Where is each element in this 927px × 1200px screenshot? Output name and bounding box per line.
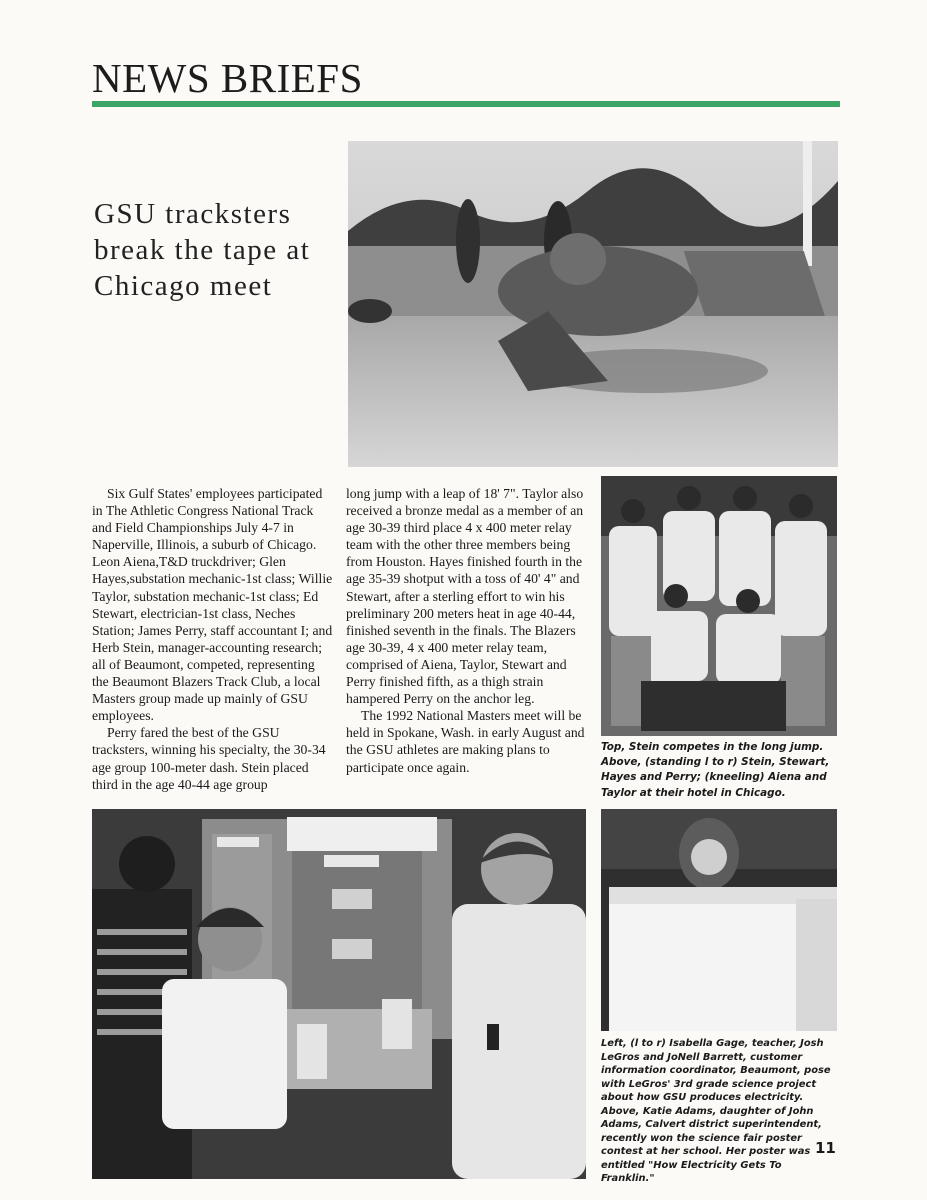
- article-column-2: [346, 485, 586, 776]
- article-paragraph: Six Gulf States' employees participated in The Athletic Congress National Track and Field Championships July 4-7 in Naperville, Illinois, a suburb of Chicago. Leon Aiena,T&D truckdriver; Glen Hayes,substation mechanic-1st class; Willie Taylor, substation mechanic-1st class; Ed Stewart, electrician-1st class, Neches Station; James Perry, staff accountant I; and Herb Stein, manager-accounting research; all of Beaumont, competed, representing the Beaumont Blazers Track Club, a local Masters group made up mainly of GSU employees.: [92, 486, 333, 724]
- long-jump-photo: [348, 141, 838, 467]
- article-paragraph: long jump with a leap of 18' 7". Taylor also received a bronze medal as a member of an age 30-39 third place 4 x 400 meter relay team with the other three members being from Houston. Hayes finished fourth in the age 35-39 shotput with a toss of 40' 4" and Stewart, after a sterling effort to win his preliminary 200 meters heat in age 40-44, finished seventh in the finals. The Blazers age 30-39, 4 x 400 meter relay team, comprised of Aiena, Taylor, Stewart and Perry finished fifth, as a thigh strain hampered Perry on the anchor leg.: [346, 486, 584, 707]
- article-headline: GSU tracksters break the tape at Chicago meet: [94, 198, 311, 302]
- science-project-photo: [92, 809, 586, 1179]
- article-paragraph: Perry fared the best of the GSU tracksters, winning his specialty, the 30-34 age group 100-meter dash. Stein placed third in the age 40-44 age group: [92, 725, 326, 792]
- page-number: 11: [815, 1139, 836, 1157]
- masthead: NEWS BRIEFS: [92, 55, 363, 101]
- article-column-1: [92, 485, 334, 793]
- track-photo-caption: Top, Stein competes in the long jump. Above, (standing l to r) Stein, Stewart, Hayes and Perry; (kneeling) Aiena and Taylor at their hotel in Chicago.: [601, 741, 830, 799]
- article-paragraph: The 1992 National Masters meet will be held in Spokane, Wash. in early August and the GSU athletes are making plans to participate once again.: [346, 708, 585, 775]
- masthead-rule: [92, 101, 840, 107]
- science-photo-caption: Left, (l to r) Isabella Gage, teacher, Josh LeGros and JoNell Barrett, customer information coordinator, Beaumont, pose with LeGros' 3rd grade science project about how GSU produces electricity. Above, Katie Adams, daughter of John Adams, Calvert district superintendent, recently won the science fair poster contest at her school. Her poster was entitled "How Electricity Gets To Franklin.": [601, 1038, 831, 1184]
- science-poster-photo: [601, 809, 837, 1031]
- track-team-group-photo: [601, 476, 837, 736]
